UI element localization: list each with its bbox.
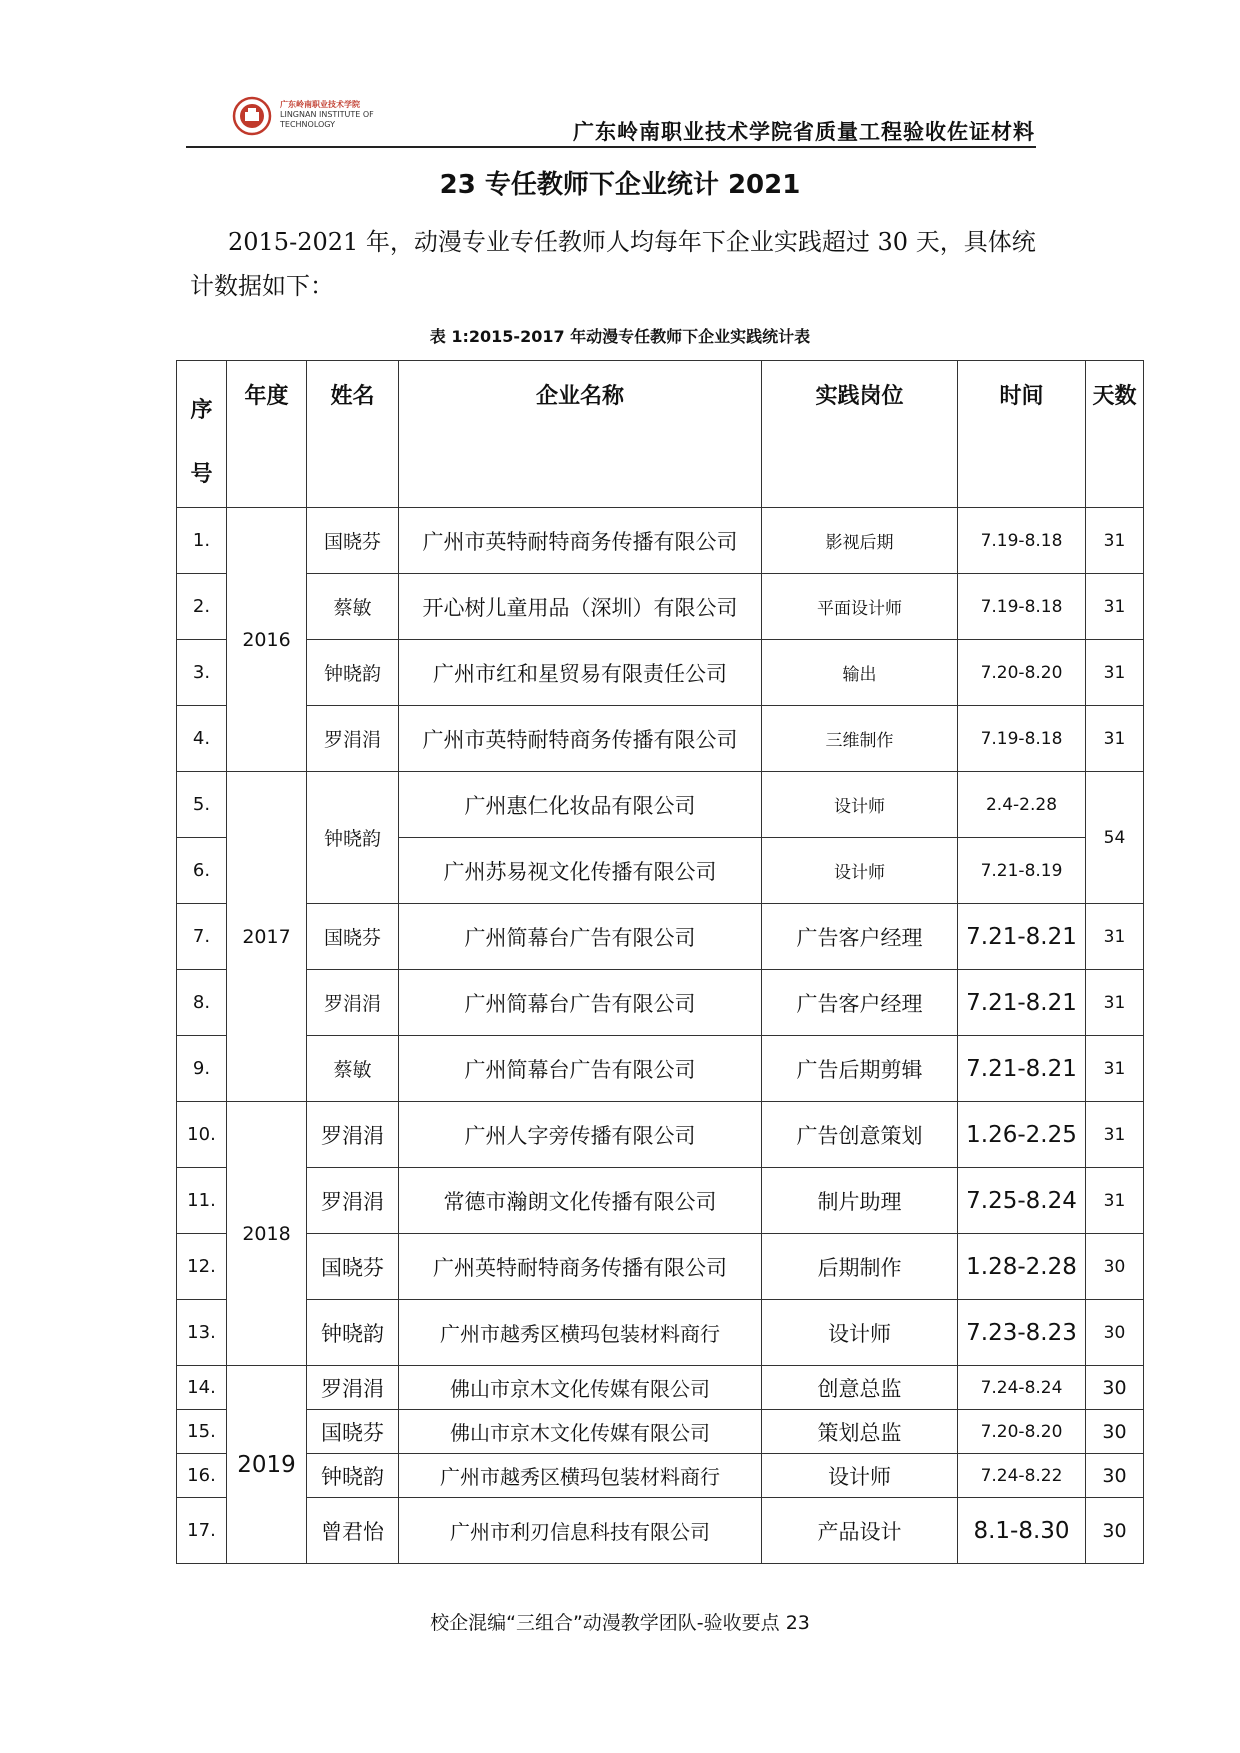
cell-time: 8.1-8.30 (958, 1498, 1086, 1564)
header-seq-char2: 号 (190, 462, 213, 487)
cell-time: 7.21-8.21 (958, 1036, 1086, 1102)
cell-company: 广州简幕台广告有限公司 (399, 904, 762, 970)
cell-name: 罗涓涓 (307, 1366, 399, 1410)
header-time: 时间 (958, 361, 1086, 508)
cell-company: 广州简幕台广告有限公司 (399, 970, 762, 1036)
cell-seq: 16. (177, 1454, 227, 1498)
cell-year: 2019 (227, 1366, 307, 1564)
cell-seq: 3. (177, 640, 227, 706)
cell-post: 设计师 (762, 838, 958, 904)
logo-name-cn: 广东岭南职业技术学院 (280, 100, 360, 109)
table-row (177, 1036, 1144, 1102)
header-divider (186, 146, 1036, 148)
table-row (177, 1498, 1144, 1564)
cell-time: 1.26-2.25 (958, 1102, 1086, 1168)
cell-time: 7.19-8.18 (958, 508, 1086, 574)
table-row (177, 1454, 1144, 1498)
table-row (177, 970, 1144, 1036)
cell-company: 广州市越秀区横玛包装材料商行 (399, 1300, 762, 1366)
table-row (177, 904, 1144, 970)
table-row (177, 1300, 1144, 1366)
college-seal-icon (232, 96, 272, 136)
cell-company: 广州人字旁传播有限公司 (399, 1102, 762, 1168)
cell-time: 7.21-8.21 (958, 904, 1086, 970)
cell-name: 蔡敏 (307, 574, 399, 640)
logo-name-en2: TECHNOLOGY (280, 120, 335, 129)
cell-post: 广告客户经理 (762, 904, 958, 970)
header-days: 天数 (1086, 361, 1144, 508)
table-row (177, 1366, 1144, 1410)
cell-name: 国晓芬 (307, 508, 399, 574)
table-row (177, 1410, 1144, 1454)
cell-year: 2018 (227, 1102, 307, 1366)
cell-days: 31 (1086, 970, 1144, 1036)
cell-seq: 1. (177, 508, 227, 574)
cell-seq: 10. (177, 1102, 227, 1168)
cell-time: 7.24-8.24 (958, 1366, 1086, 1410)
cell-days: 30 (1086, 1366, 1144, 1410)
college-logo (232, 96, 372, 136)
cell-name: 罗涓涓 (307, 1168, 399, 1234)
table-row (177, 574, 1144, 640)
table-row (177, 640, 1144, 706)
logo-name-en: LINGNAN INSTITUTE OF (280, 110, 374, 119)
cell-post: 输出 (762, 640, 958, 706)
header-name: 姓名 (307, 361, 399, 508)
cell-post: 影视后期 (762, 508, 958, 574)
cell-time: 7.20-8.20 (958, 1410, 1086, 1454)
header-seq-char1: 序 (190, 398, 213, 423)
header-year: 年度 (227, 361, 307, 508)
cell-company: 常德市瀚朗文化传播有限公司 (399, 1168, 762, 1234)
cell-seq: 2. (177, 574, 227, 640)
cell-days: 30 (1086, 1234, 1144, 1300)
page-footer: 校企混编“三组合”动漫教学团队-验收要点 23 (430, 1612, 810, 1634)
cell-name: 钟晓韵 (307, 1300, 399, 1366)
table-row (177, 508, 1144, 574)
cell-post: 广告创意策划 (762, 1102, 958, 1168)
cell-days: 31 (1086, 640, 1144, 706)
cell-time: 1.28-2.28 (958, 1234, 1086, 1300)
cell-time: 7.20-8.20 (958, 640, 1086, 706)
table-row (177, 772, 1144, 838)
cell-company: 广州惠仁化妆品有限公司 (399, 772, 762, 838)
cell-seq: 15. (177, 1410, 227, 1454)
cell-post: 后期制作 (762, 1234, 958, 1300)
cell-days: 31 (1086, 508, 1144, 574)
cell-days: 31 (1086, 1168, 1144, 1234)
cell-days: 31 (1086, 706, 1144, 772)
cell-post: 设计师 (762, 1454, 958, 1498)
cell-post: 策划总监 (762, 1410, 958, 1454)
cell-days: 30 (1086, 1454, 1144, 1498)
cell-time: 7.21-8.19 (958, 838, 1086, 904)
cell-seq: 9. (177, 1036, 227, 1102)
cell-company: 广州英特耐特商务传播有限公司 (399, 1234, 762, 1300)
cell-days: 30 (1086, 1410, 1144, 1454)
cell-time: 7.21-8.21 (958, 970, 1086, 1036)
table-caption: 表 1:2015-2017 年动漫专任教师下企业实践统计表 (429, 327, 811, 346)
cell-seq: 4. (177, 706, 227, 772)
header-post: 实践岗位 (762, 361, 958, 508)
cell-name: 钟晓韵 (307, 640, 399, 706)
cell-seq: 17. (177, 1498, 227, 1564)
cell-post: 广告后期剪辑 (762, 1036, 958, 1102)
cell-company: 开心树儿童用品（深圳）有限公司 (399, 574, 762, 640)
cell-name: 国晓芬 (307, 1410, 399, 1454)
cell-company: 佛山市京木文化传媒有限公司 (399, 1366, 762, 1410)
cell-name: 国晓芬 (307, 904, 399, 970)
table-row (177, 706, 1144, 772)
cell-company: 广州市英特耐特商务传播有限公司 (399, 508, 762, 574)
header-seq (177, 361, 227, 508)
cell-days: 30 (1086, 1300, 1144, 1366)
cell-days: 31 (1086, 1102, 1144, 1168)
cell-post: 制片助理 (762, 1168, 958, 1234)
cell-post: 设计师 (762, 1300, 958, 1366)
cell-seq: 12. (177, 1234, 227, 1300)
cell-company: 广州市越秀区横玛包装材料商行 (399, 1454, 762, 1498)
cell-company: 广州市利刃信息科技有限公司 (399, 1498, 762, 1564)
cell-time: 7.25-8.24 (958, 1168, 1086, 1234)
cell-days: 31 (1086, 904, 1144, 970)
cell-days: 31 (1086, 1036, 1144, 1102)
cell-days: 30 (1086, 1498, 1144, 1564)
table-row (177, 1168, 1144, 1234)
cell-name: 钟晓韵 (307, 1454, 399, 1498)
cell-days: 31 (1086, 574, 1144, 640)
header-title: 广东岭南职业技术学院省质量工程验收佐证材料 (573, 120, 1035, 144)
cell-company: 广州简幕台广告有限公司 (399, 1036, 762, 1102)
cell-seq: 14. (177, 1366, 227, 1410)
cell-name: 曾君怡 (307, 1498, 399, 1564)
table-header-row (177, 361, 1144, 508)
cell-name: 国晓芬 (307, 1234, 399, 1300)
cell-post: 产品设计 (762, 1498, 958, 1564)
cell-name: 罗涓涓 (307, 706, 399, 772)
cell-time: 7.24-8.22 (958, 1454, 1086, 1498)
cell-year: 2017 (227, 772, 307, 1102)
cell-seq: 5. (177, 772, 227, 838)
cell-time: 7.19-8.18 (958, 574, 1086, 640)
cell-name: 罗涓涓 (307, 970, 399, 1036)
cell-post: 创意总监 (762, 1366, 958, 1410)
cell-seq: 11. (177, 1168, 227, 1234)
cell-time: 7.23-8.23 (958, 1300, 1086, 1366)
cell-seq: 6. (177, 838, 227, 904)
cell-company: 佛山市京木文化传媒有限公司 (399, 1410, 762, 1454)
table-row (177, 1102, 1144, 1168)
document-title: 23 专任教师下企业统计 2021 (439, 170, 801, 200)
cell-seq: 8. (177, 970, 227, 1036)
cell-year: 2016 (227, 508, 307, 772)
cell-name: 钟晓韵 (307, 772, 399, 904)
cell-days: 54 (1086, 772, 1144, 904)
cell-seq: 13. (177, 1300, 227, 1366)
cell-post: 平面设计师 (762, 574, 958, 640)
practice-stats-table (176, 360, 1144, 1564)
cell-time: 2.4-2.28 (958, 772, 1086, 838)
cell-company: 广州市红和星贸易有限责任公司 (399, 640, 762, 706)
cell-name: 罗涓涓 (307, 1102, 399, 1168)
cell-name: 蔡敏 (307, 1036, 399, 1102)
cell-post: 广告客户经理 (762, 970, 958, 1036)
header-company: 企业名称 (399, 361, 762, 508)
cell-post: 设计师 (762, 772, 958, 838)
cell-seq: 7. (177, 904, 227, 970)
intro-paragraph: 2015-2021 年，动漫专业专任教师人均每年下企业实践超过 30 天，具体统计数据如下： (190, 228, 1036, 300)
cell-time: 7.19-8.18 (958, 706, 1086, 772)
cell-company: 广州苏易视文化传播有限公司 (399, 838, 762, 904)
table-row (177, 1234, 1144, 1300)
cell-company: 广州市英特耐特商务传播有限公司 (399, 706, 762, 772)
cell-post: 三维制作 (762, 706, 958, 772)
